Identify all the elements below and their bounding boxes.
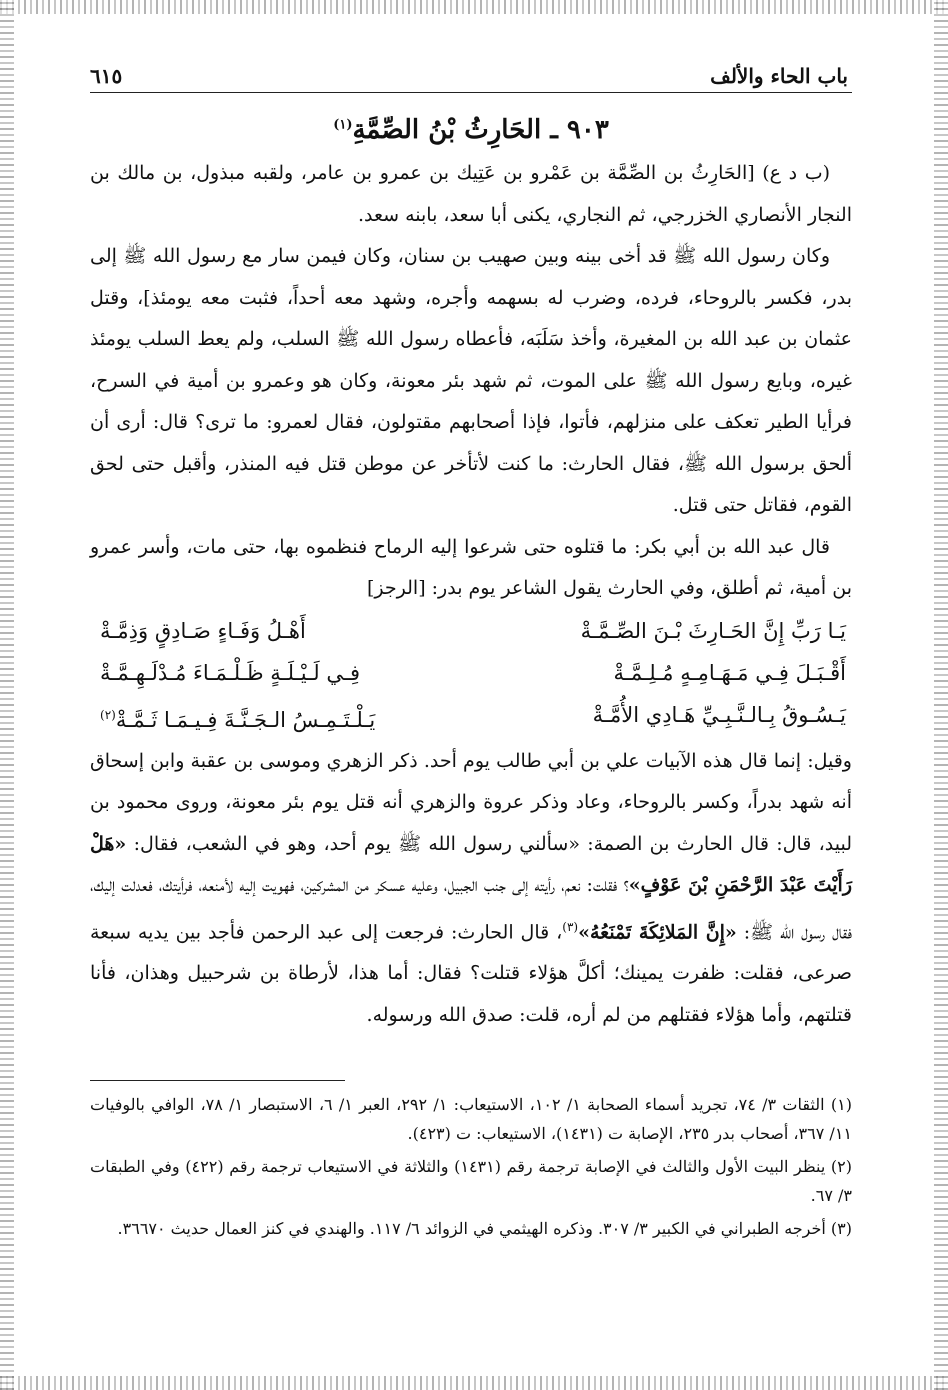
page-number: ٦١٥ xyxy=(90,64,123,88)
verse-first-hemistich: يَـسُـوقُ بِـالـنَّـبِـيِّ هَـادِي الأُمَّـةْ xyxy=(592,702,846,727)
verse-first-hemistich: يَـا رَبِّ إِنَّ الحَـارِثَ بْـنَ الصِّـمَّـةْ xyxy=(580,618,846,643)
poem xyxy=(90,610,852,741)
footnote-marker-1: (١) xyxy=(333,117,353,133)
body-text xyxy=(90,153,852,1036)
running-head xyxy=(90,58,852,93)
hadith-quote-1: «هَلْ رَأَيْتَ عَبْدَ الرَّحْمَنِ بْنَ عَوْفٍ» xyxy=(90,832,852,896)
verse-second-hemistich xyxy=(100,694,375,741)
verse-text: يَـلْـتَـمِـسُ الـجَـنَّـةَ فِـيـمَـا ثَـمَّـةْ xyxy=(115,707,376,732)
verse-second-hemistich: أَهْـلُ وَفَـاءٍ صَـادِقٍ وَذِمَّـةْ xyxy=(100,618,306,643)
footnotes xyxy=(90,1090,852,1247)
entry-title: ٩٠٣ ـ الحَارِثُ بْنُ الصِّمَّةِ xyxy=(352,115,609,145)
verse-second-hemistich: فِـي لَـيْـلَـةٍ ظَـلْـمَـاءَ مُـدْلَـهِـمَّـةْ xyxy=(100,660,361,685)
paragraph-death: قال عبد الله بن أبي بكر: ما قتلوه حتى شرعوا إليه الرماح فنظموه بها، حتى مات، وأسر عمرو بن أمية، ثم أطلق، وفي الحارث يقول الشاعر يوم بدر: [الرجز] xyxy=(90,535,852,599)
narration-continued: ؟ فقلت: نعم، رأيته إلى جنب الجبيل، وعليه عسكر من المشركين، فهويت إليه لأمنعه، فرأيتك، فعدلت إليك، فقال رسول الله ﷺ: xyxy=(90,874,852,943)
paragraph-biography: وكان رسول الله ﷺ قد أخى بينه وبين صهيب بن سنان، وكان فيمن سار مع رسول الله ﷺ إلى بدر، فكسر بالروحاء، فرده، وضرب له بسهمه وأجره، وشهد معه أحداً، فثبت معه يومئذ]، وقتل عثمان بن عبد الله بن المغيرة، وأخذ سَلَبَه، فأعطاه رسول الله ﷺ السلب، ولم يعط السلب يومئذ غيره، وبايع رسول الله ﷺ على الموت، ثم شهد بئر معونة، وكان هو وعمرو بن أمية في السرح، فرأيا الطير تعكف على منزلهم، فأتوا، فإذا أصحابهم مقتولون، فقال لعمرو: ما ترى؟ قال: أرى أن ألحق برسول الله ﷺ، فقال الحارث: ما كنت لأتأخر عن موطن قتل فيه المنذر، وأقبل حتى لحق القوم، فقاتل حتى قتل. xyxy=(90,245,852,516)
decorative-border-bottom xyxy=(0,1376,948,1390)
poem-verse xyxy=(90,652,852,694)
footnote: (٢) ينظر البيت الأول والثالث في الإصابة ترجمة رقم (١٤٣١) والثلاثة في الاستيعاب ترجمة رقم (٤٢٢) وفي الطبقات ٣/ ٦٧. xyxy=(90,1157,852,1205)
page-content xyxy=(90,58,852,1036)
decorative-border-top xyxy=(0,0,948,14)
running-title: باب الحاء والألف xyxy=(710,64,848,88)
paragraph-lineage: (ب د ع) [الحَارِثُ بن الصِّمَّة بن عَمْرو بن عَتِيك بن عمرو بن عامر، ولقبه مبذول، بن مالك بن النجار الأنصاري الخزرجي، ثم النجاري، يكنى أبا سعد، بابنه سعد. xyxy=(90,162,852,226)
paragraph-narration xyxy=(90,741,852,1037)
narration-end: ، قال الحارث: فرجعت إلى عبد الرحمن فأجد بين يديه سبعة صرعى، فقلت: ظفرت يمينك؛ أكلَّ هؤلاء قتلت؟ فقال: أما هذا، لأرطاة بن شرحبيل وهذان، فأنا قتلتهم، وأما هؤلاء فقتلهم من لم أره، قلت: صدق الله ورسوله. xyxy=(90,920,852,1026)
hadith-quote-2: «إِنَّ المَلائِكَةَ تَمْنَعُهُ» xyxy=(578,920,737,943)
narration-text: وقيل: إنما قال هذه الآبيات علي بن أبي طالب يوم أحد. ذكر الزهري وموسى بن عقبة وابن إسحاق أنه شهد بدراً، وكسر بالروحاء، وعاد وذكر عروة والزهري أنه قتل يوم بئر معونة، وروى محمود بن لبيد، قال: قال الحارث بن الصمة: «سألني رسول الله ﷺ يوم أحد، وهو في الشعب، فقال: xyxy=(90,749,852,855)
footnote-separator xyxy=(90,1080,345,1081)
poem-verse xyxy=(90,694,852,741)
footnote: (١) الثقات ٣/ ٧٤، تجريد أسماء الصحابة ١/ ١٠٢، الاستيعاب: ١/ ٢٩٢، العبر ١/ ٦، الاستبصار ١/ ٧٨، الوافي بالوفيات ١١/ ٣٦٧، أصحاب بدر ٢٣٥، الإصابة ت (١٤٣١)، الاستيعاب: ت (٤٢٣). xyxy=(90,1095,852,1143)
decorative-border-left xyxy=(0,0,14,1390)
footnote-marker-3: (٣) xyxy=(562,919,579,934)
verse-first-hemistich: أَقْـبَـلَ فِـي مَـهَـامِـهٍ مُـلِـمَّـةْ xyxy=(613,660,846,685)
footnote-marker-2: (٢) xyxy=(100,707,116,722)
entry-heading xyxy=(90,115,852,145)
poem-verse xyxy=(90,610,852,652)
footnote: (٣) أخرجه الطبراني في الكبير ٣/ ٣٠٧. وذكره الهيثمي في الزوائد ٦/ ١١٧. والهندي في كنز العمال حديث ٣٦٦٧٠. xyxy=(117,1219,852,1238)
decorative-border-right xyxy=(934,0,948,1390)
